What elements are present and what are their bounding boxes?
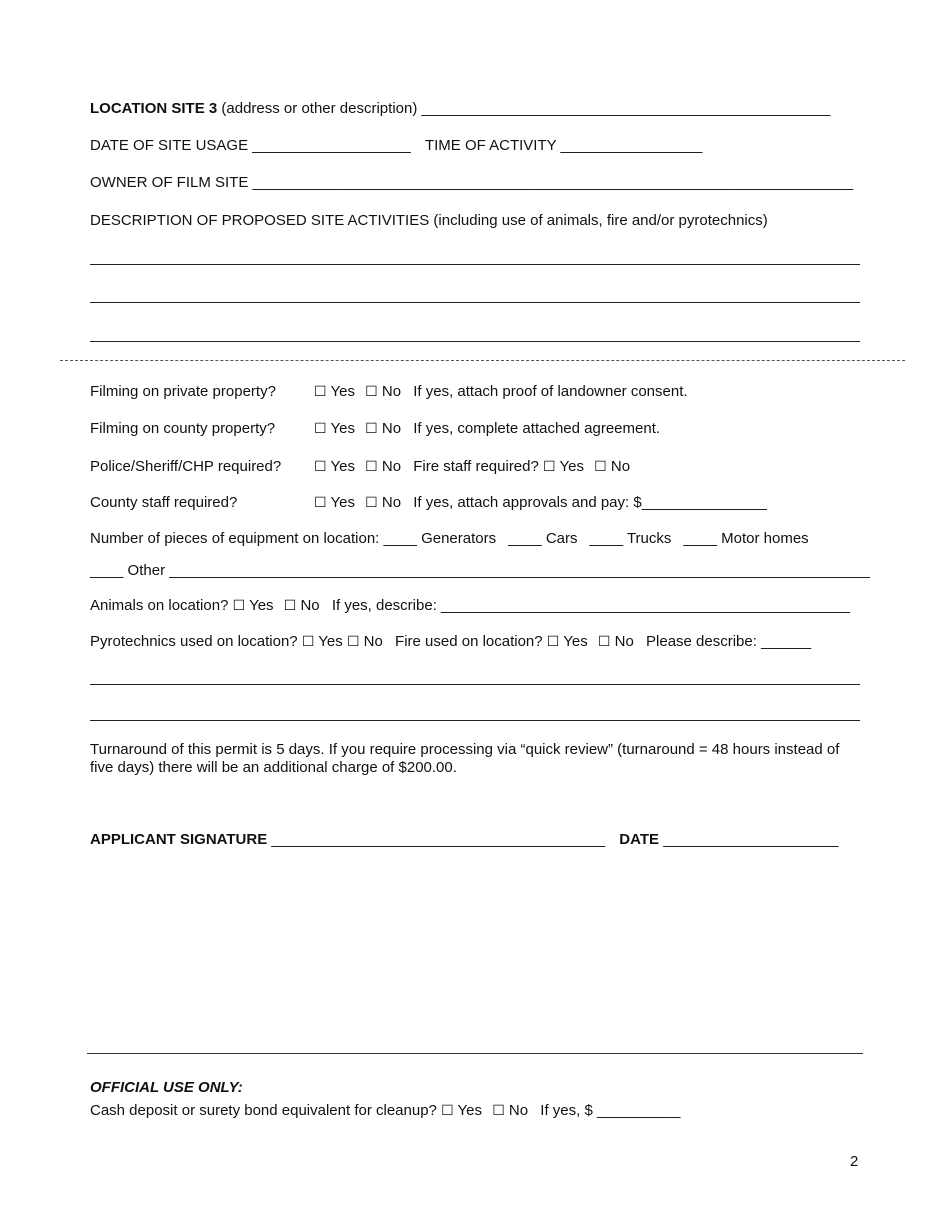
description-row	[90, 212, 768, 230]
description-line-2[interactable]	[90, 302, 860, 303]
location-row	[90, 100, 830, 118]
question-label: Filming on county property?	[90, 420, 276, 437]
section-divider	[60, 360, 905, 361]
checkbox-icon[interactable]: ☐	[597, 634, 611, 650]
pyro-question: Pyrotechnics used on location?	[90, 633, 298, 650]
official-heading	[90, 1079, 243, 1097]
checkbox-icon[interactable]: ☐	[283, 598, 297, 614]
no-label: No	[381, 494, 402, 511]
no-label: No	[508, 1102, 529, 1119]
no-label: No	[363, 633, 383, 650]
signature-row	[90, 831, 838, 849]
signature-date-label: DATE	[619, 831, 660, 848]
equipment-blank[interactable]: ____	[589, 530, 624, 547]
checkbox-icon[interactable]: ☐	[301, 634, 315, 650]
checkbox-icon[interactable]: ☐	[365, 421, 378, 437]
official-divider	[87, 1053, 863, 1054]
description-hint: (including use of animals, fire and/or pyrotechnics)	[433, 212, 768, 229]
describe-line-1[interactable]	[90, 684, 860, 685]
checkbox-icon[interactable]: ☐	[314, 384, 327, 400]
animals-question: Animals on location?	[90, 597, 229, 614]
yes-label: Yes	[330, 420, 355, 437]
no-label: No	[614, 633, 634, 650]
checkbox-icon[interactable]: ☐	[314, 421, 327, 437]
animals-note: If yes, describe:	[331, 597, 437, 614]
checkbox-icon[interactable]: ☐	[346, 634, 360, 650]
checkbox-icon[interactable]: ☐	[365, 495, 378, 511]
yes-label: Yes	[559, 458, 584, 475]
official-heading-text: OFFICIAL USE ONLY:	[90, 1079, 243, 1096]
no-label: No	[381, 383, 402, 400]
pyro-row	[90, 633, 811, 651]
checkbox-icon[interactable]: ☐	[232, 598, 246, 614]
describe-field[interactable]: ______	[761, 633, 812, 650]
equipment-blank[interactable]: ____	[383, 530, 417, 547]
equipment-item: Trucks	[626, 530, 672, 547]
equipment-item: Cars	[545, 530, 578, 547]
question-label: County staff required?	[90, 494, 238, 511]
equipment-blank[interactable]: ____	[508, 530, 542, 547]
checkbox-icon[interactable]: ☐	[492, 1103, 505, 1119]
time-field[interactable]: _________________	[560, 137, 703, 154]
question-note: If yes, complete attached agreement.	[413, 420, 661, 437]
checkbox-icon[interactable]: ☐	[441, 1103, 454, 1119]
location-hint: (address or other description)	[221, 100, 418, 117]
describe-line-2[interactable]	[90, 720, 860, 721]
no-label: No	[381, 420, 402, 437]
description-line-3[interactable]	[90, 341, 860, 342]
other-label: Other	[127, 562, 166, 579]
describe-label: Please describe:	[646, 633, 757, 650]
yes-label: Yes	[318, 633, 343, 650]
turnaround-note: Turnaround of this permit is 5 days. If you require processing via “quick review” (turnaround = 48 hours instead of five days) there will be an additional charge of $200.00.	[90, 741, 840, 776]
owner-label: OWNER OF FILM SITE	[90, 174, 249, 191]
equipment-item: Motor homes	[721, 530, 809, 547]
equipment-blank[interactable]: ____	[90, 562, 124, 579]
time-label: TIME OF ACTIVITY	[424, 137, 557, 154]
yes-label: Yes	[563, 633, 588, 650]
checkbox-icon[interactable]: ☐	[365, 459, 378, 475]
animals-row	[90, 597, 850, 615]
owner-field[interactable]: ________________________________________________________________________	[252, 174, 854, 191]
animals-field[interactable]: _________________________________________________	[441, 597, 850, 614]
description-line-1[interactable]	[90, 264, 860, 265]
official-note: If yes, $	[540, 1102, 593, 1119]
owner-row	[90, 174, 853, 192]
yes-label: Yes	[330, 494, 355, 511]
yes-label: Yes	[249, 597, 274, 614]
signature-field[interactable]: ________________________________________	[271, 831, 606, 848]
page-number: 2	[850, 1153, 859, 1170]
location-field[interactable]: _________________________________________________	[421, 100, 831, 117]
official-row	[90, 1102, 680, 1120]
fire-question: Fire used on location?	[395, 633, 543, 650]
location-label: LOCATION SITE 3	[90, 100, 218, 117]
signature-date-field[interactable]: _____________________	[663, 831, 839, 848]
date-field[interactable]: ___________________	[252, 137, 411, 154]
no-label: No	[610, 458, 631, 475]
official-question: Cash deposit or surety bond equivalent for cleanup?	[90, 1102, 437, 1119]
question-note: If yes, attach proof of landowner consent.	[413, 383, 688, 400]
equipment-label: Number of pieces of equipment on location:	[90, 530, 380, 547]
yes-label: Yes	[330, 458, 355, 475]
yes-label: Yes	[330, 383, 355, 400]
checkbox-icon[interactable]: ☐	[365, 384, 378, 400]
equipment-row	[90, 530, 809, 548]
date-time-row	[90, 137, 702, 155]
fire-staff-label: Fire staff required?	[413, 458, 539, 475]
equipment-other-row	[90, 562, 870, 580]
date-label: DATE OF SITE USAGE	[90, 137, 249, 154]
question-note: If yes, attach approvals and pay: $_______________	[413, 494, 767, 511]
no-label: No	[381, 458, 402, 475]
equipment-blank[interactable]: ____	[683, 530, 717, 547]
other-field[interactable]: ____________________________________________________________________________________	[169, 562, 870, 579]
signature-label: APPLICANT SIGNATURE	[90, 831, 268, 848]
checkbox-icon[interactable]: ☐	[546, 634, 560, 650]
yes-label: Yes	[457, 1102, 483, 1119]
checkbox-icon[interactable]: ☐	[314, 495, 327, 511]
equipment-item: Generators	[421, 530, 497, 547]
question-label: Police/Sheriff/CHP required?	[90, 458, 282, 475]
description-label: DESCRIPTION OF PROPOSED SITE ACTIVITIES	[90, 212, 430, 229]
checkbox-icon[interactable]: ☐	[543, 459, 556, 475]
official-amount-field[interactable]: __________	[596, 1102, 681, 1119]
checkbox-icon[interactable]: ☐	[314, 459, 327, 475]
question-label: Filming on private property?	[90, 383, 276, 400]
no-label: No	[300, 597, 320, 614]
checkbox-icon[interactable]: ☐	[594, 459, 607, 475]
